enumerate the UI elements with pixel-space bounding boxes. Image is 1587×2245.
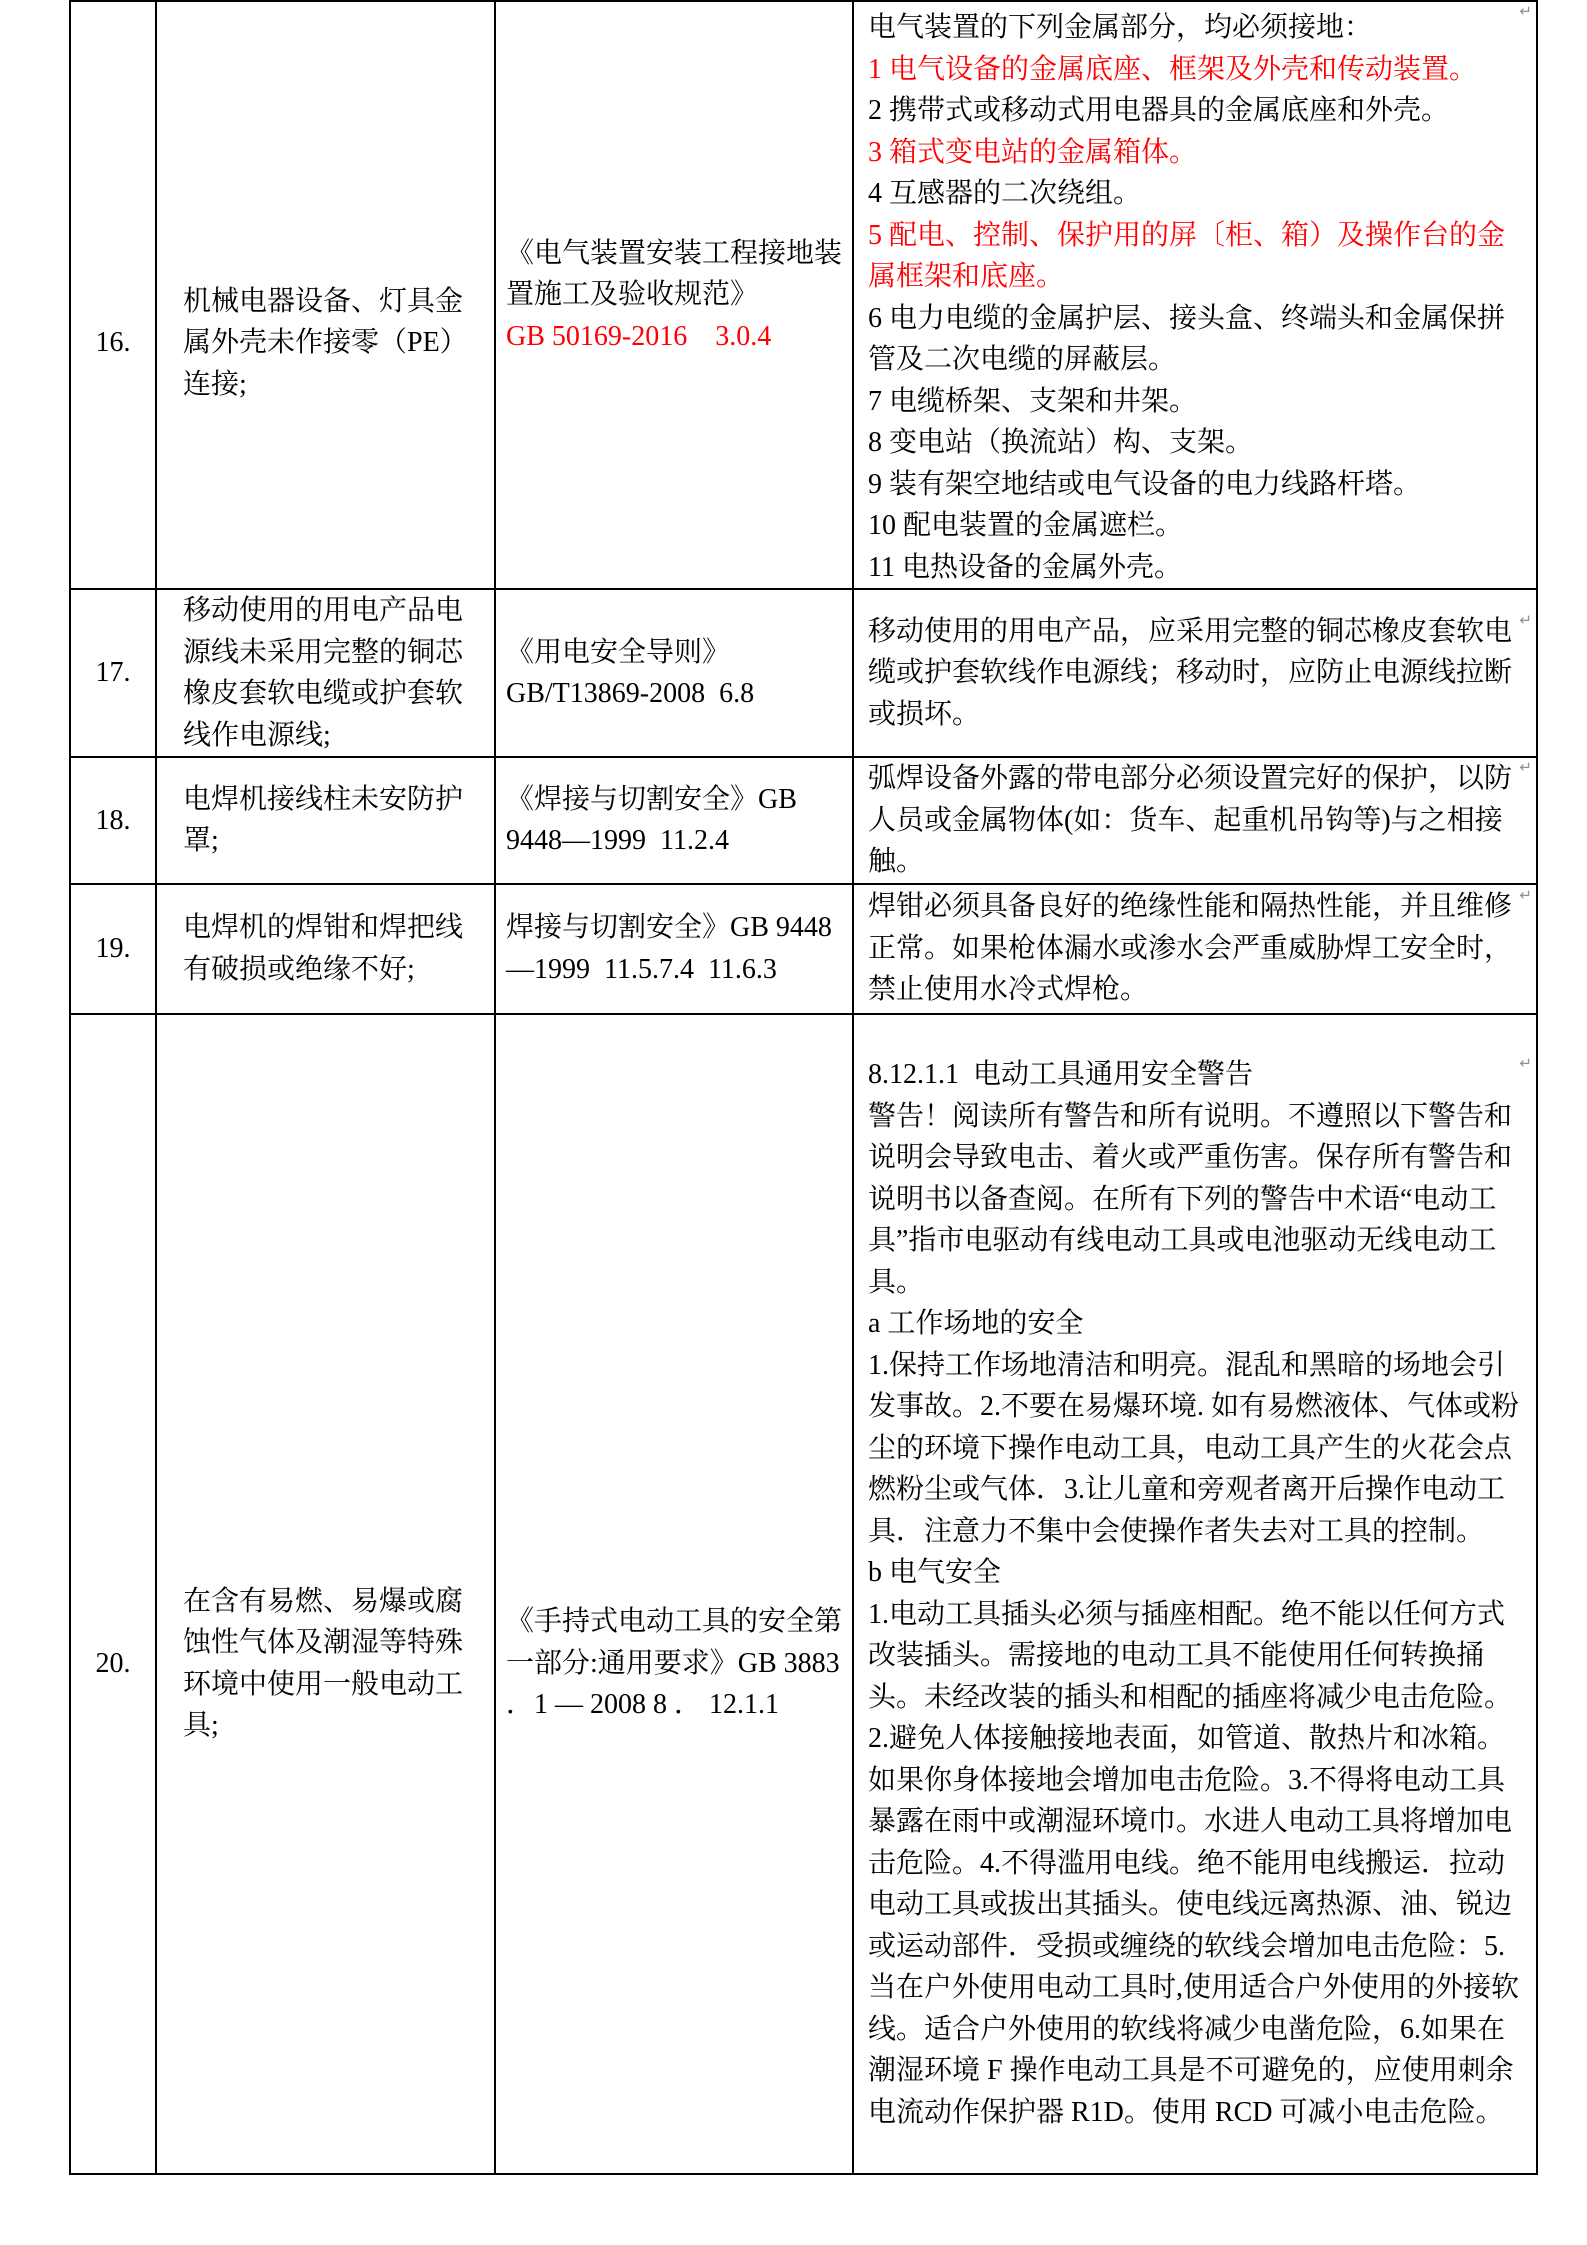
standard-text: GB/T13869-2008 6.8 — [506, 678, 755, 709]
requirement-paragraph: 移动使用的用电产品，应采用完整的铜芯橡皮套软电缆或护套软线作电源线；移动时，应防止电源线拉断或损坏。 — [868, 615, 1513, 730]
standard-text: GB 50169-2016 3.0.4 — [506, 320, 772, 352]
row-number: 18. — [95, 804, 131, 836]
row-number: 16. — [95, 327, 131, 359]
standard-reference — [506, 907, 846, 990]
standard-cell — [495, 884, 853, 1014]
requirement-paragraph: 5 配电、控制、保护用的屏〔柜、箱）及操作台的金属框架和底座。 — [868, 219, 1506, 292]
issue-text: 移动使用的用电产品电源线未采用完整的铜芯橡皮套软电缆或护套软线作电源线; — [183, 595, 464, 751]
issue-cell — [156, 884, 495, 1014]
requirement-paragraph: 7 电缆桥架、支架和井架。 — [868, 385, 1198, 417]
paragraph-mark-icon: ↵ — [1519, 610, 1532, 629]
row-number: 20. — [95, 1647, 131, 1679]
standard-cell — [495, 757, 853, 884]
requirement-content — [868, 886, 1532, 1011]
table-row — [70, 757, 1537, 884]
paragraph-mark-icon: ↵ — [1519, 1054, 1532, 1072]
paragraph-mark-icon: ↵ — [1519, 2, 1532, 20]
row-number-cell — [70, 589, 156, 757]
requirement-paragraph: 4 互感器的二次绕组。 — [868, 178, 1142, 209]
requirement-paragraph: 10 配电装置的金属遮栏。 — [868, 510, 1184, 541]
row-number-cell — [70, 1014, 156, 2174]
table-row — [70, 589, 1537, 757]
issue-text: 电焊机的焊钳和焊把线有破损或绝缘不好; — [183, 912, 464, 985]
requirement-cell — [853, 757, 1537, 884]
issue-text: 电焊机接线柱未安防护罩; — [183, 783, 464, 857]
paragraph-mark-icon: ↵ — [1519, 886, 1532, 905]
requirement-paragraph: 2 携带式或移动式用电器具的金属底座和外壳。 — [868, 95, 1450, 126]
issue-text: 机械电器设备、灯具金属外壳未作接零（PE）连接; — [183, 285, 468, 400]
requirement-content — [868, 1054, 1532, 2133]
requirement-cell — [853, 1014, 1537, 2174]
table-body — [70, 1, 1537, 2174]
standard-text: 《焊接与切割安全》GB 9448—1999 11.2.4 — [506, 783, 804, 857]
standard-text: 《手持式电动工具的安全第一部分:通用要求》GB 3883 ．1 — 2008 8 ． 12.1.1 — [506, 1606, 847, 1721]
standard-cell — [495, 589, 853, 757]
safety-inspection-table — [69, 0, 1538, 2175]
standard-cell — [495, 1014, 853, 2174]
standard-reference — [506, 233, 846, 358]
requirement-paragraph: 8.12.1.1 电动工具通用安全警告 — [868, 1059, 1254, 1090]
requirement-paragraph: 1.电动工具插头必须与插座相配。绝不能以任何方式改装插头。需接地的电动工具不能使用任何转换捅头。未经改装的插头和相配的插座将减少电击危险。2.避免人体接触接地表面，如管道、散热片和冰箱。如果你身体接地会增加电击危险。3.不得将电动工具暴露在雨中或潮湿环境巾。水进人电动工具将增加电击危险。4.不得滥用电线。绝不能用电线搬运．拉动电动工具或拔出其插头。使电线远离热源、油、锐边或运动部件．受损或缠绕的软线会增加电击危险：5.当在户外使用电动工具时,使用适合户外使用的外接软线。适合户外使用的软线将减少电凿危险，6.如果在潮湿环境 F 操作电动工具是不可避免的，应使用刺余电流动作保护器 R1D。使用 RCD 可减小电击危险。 — [868, 1598, 1520, 2128]
paragraph-mark-icon: ↵ — [1519, 758, 1532, 776]
requirement-paragraph: 1 电气设备的金属底座、框架及外壳和传动装置。 — [868, 53, 1478, 85]
standard-reference — [506, 1601, 846, 1726]
requirement-content — [868, 758, 1532, 883]
requirement-cell — [853, 1, 1537, 589]
issue-cell — [156, 1, 495, 589]
issue-cell — [156, 589, 495, 757]
requirement-paragraph: 9 装有架空地结或电气设备的电力线路杆塔。 — [868, 468, 1422, 500]
issue-cell — [156, 757, 495, 884]
standard-text: 《电气装置安装工程接地装置施工及验收规范》 — [506, 237, 843, 311]
table-row — [70, 1, 1537, 589]
requirement-cell — [853, 589, 1537, 757]
requirement-paragraph: 8 变电站（换流站）构、支架。 — [868, 427, 1254, 458]
row-number-cell — [70, 757, 156, 884]
table-row — [70, 1014, 1537, 2174]
requirement-paragraph: 焊钳必须具备良好的绝缘性能和隔热性能，并且维修正常。如果枪体漏水或渗水会严重威胁焊工安全时，禁止使用水冷式焊枪。 — [868, 891, 1513, 1006]
standard-text: 焊接与切割安全》GB 9448—1999 11.5.7.4 11.6.3 — [506, 912, 832, 985]
requirement-paragraph: 电气装置的下列金属部分，均必须接地： — [868, 12, 1373, 43]
requirement-paragraph: b 电气安全 — [868, 1557, 1002, 1588]
row-number: 17. — [95, 657, 131, 689]
requirement-paragraph: a 工作场地的安全 — [868, 1308, 1084, 1339]
row-number-cell — [70, 1, 156, 589]
requirement-paragraph: 11 电热设备的金属外壳。 — [868, 551, 1182, 583]
standard-reference — [506, 632, 846, 715]
requirement-paragraph: 弧焊设备外露的带电部分必须设置完好的保护，以防人员或金属物体(如：货车、起重机吊钩等)与之相接触。 — [868, 763, 1513, 877]
standard-text: 《用电安全导则》 — [506, 636, 731, 668]
requirement-cell — [853, 884, 1537, 1014]
standard-reference — [506, 779, 846, 862]
table-row — [70, 884, 1537, 1014]
requirement-paragraph: 6 电力电缆的金属护层、接头盒、终端头和金属保拼管及二次电缆的屏蔽层。 — [868, 302, 1506, 375]
requirement-paragraph: 3 箱式变电站的金属箱体。 — [868, 136, 1198, 168]
requirement-content — [868, 610, 1532, 736]
issue-cell — [156, 1014, 495, 2174]
requirement-paragraph: 1.保持工作场地清洁和明亮。混乱和黑暗的场地会引发事故。2.不要在易爆环境. 如有易燃液体、气体或粉尘的环境下操作电动工具，电动工具产生的火花会点燃粉尘或气体．3.让儿童和旁观者离开后操作电动工具．注意力不集中会使操作者失去对工具的控制。 — [868, 1349, 1520, 1547]
issue-text: 在含有易燃、易爆或腐蚀性气体及潮湿等特殊环境中使用一般电动工具; — [183, 1585, 464, 1741]
requirement-paragraph: 警告！阅读所有警告和所有说明。不遵照以下警告和说明会导致电击、着火或严重伤害。保存所有警告和说明书以备查阅。在所有下列的警告中术语“电动工具”指市电驱动有线电动工具或电池驱动无线电动工具。 — [868, 1100, 1513, 1298]
row-number-cell — [70, 884, 156, 1014]
standard-cell — [495, 1, 853, 589]
row-number: 19. — [95, 932, 131, 964]
requirement-content — [868, 2, 1532, 588]
